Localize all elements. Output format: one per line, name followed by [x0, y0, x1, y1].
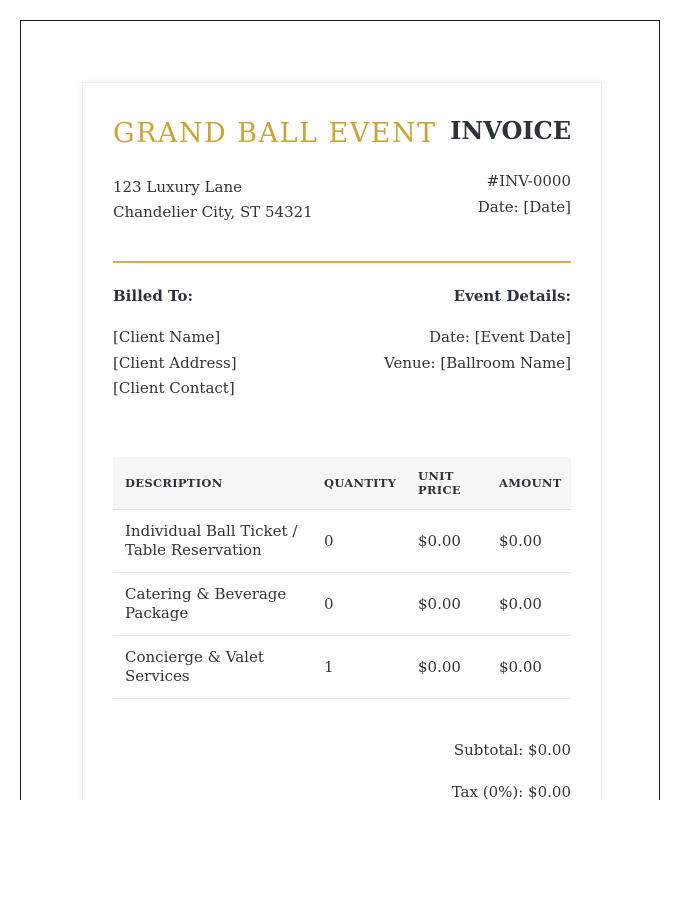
row-description: [113, 573, 312, 636]
event-venue: Venue: [Ballroom Name]: [383, 353, 571, 372]
row-description: [113, 510, 312, 573]
row-description: [113, 636, 312, 699]
invoice-number: #INV-0000: [486, 172, 571, 190]
description-line-2: Package: [125, 604, 189, 622]
table-row: [113, 510, 571, 573]
line-items-table: [113, 457, 571, 699]
description-line-1: Catering & Beverage: [125, 585, 287, 603]
subtotal: Subtotal: $0.00: [453, 741, 571, 759]
document-frame: [20, 20, 660, 800]
brand-name: GRAND BALL EVENT: [113, 118, 437, 149]
header-amount: AMOUNT: [487, 457, 571, 510]
client-contact: [Client Contact]: [113, 379, 235, 397]
row-quantity: 1: [312, 636, 406, 699]
row-unit-price: $0.00: [406, 636, 487, 699]
invoice-date: Date: [Date]: [477, 198, 571, 216]
row-amount: $0.00: [487, 573, 571, 636]
header-unit-price: [406, 457, 487, 510]
row-amount: $0.00: [487, 510, 571, 573]
table-row: [113, 636, 571, 699]
header-quantity: QUANTITY: [312, 457, 406, 510]
description-line-2: Table Reservation: [125, 541, 262, 559]
header-unit-price-line-2: PRICE: [418, 483, 462, 497]
invoice-meta: [478, 168, 571, 220]
description-line-1: Concierge & Valet: [125, 648, 264, 666]
description-line-1: Individual Ball Ticket /: [125, 522, 298, 540]
tax: Tax (0%): $0.00: [451, 783, 571, 800]
event-info: [384, 325, 571, 376]
row-unit-price: $0.00: [406, 510, 487, 573]
billed-to-heading: Billed To:: [113, 287, 194, 305]
header-unit-price-line-1: UNIT: [418, 469, 454, 483]
divider: [113, 261, 571, 263]
row-quantity: 0: [312, 573, 406, 636]
row-unit-price: $0.00: [406, 573, 487, 636]
invoice-title: INVOICE: [450, 116, 571, 145]
table-header-row: [113, 457, 571, 510]
event-date: Date: [Event Date]: [428, 328, 571, 346]
row-amount: $0.00: [487, 636, 571, 699]
invoice-card: [82, 82, 602, 800]
table-row: [113, 573, 571, 636]
row-quantity: 0: [312, 510, 406, 573]
client-info: [113, 325, 237, 402]
address-line-1: 123 Luxury Lane: [113, 178, 242, 196]
client-address: [Client Address]: [113, 353, 237, 372]
header-description: DESCRIPTION: [113, 457, 312, 510]
event-details-heading: Event Details:: [453, 287, 571, 305]
address-line-2: Chandelier City, ST 54321: [113, 203, 313, 221]
description-line-2: Services: [125, 667, 190, 685]
client-name: [Client Name]: [113, 328, 221, 346]
company-address: [113, 175, 313, 225]
